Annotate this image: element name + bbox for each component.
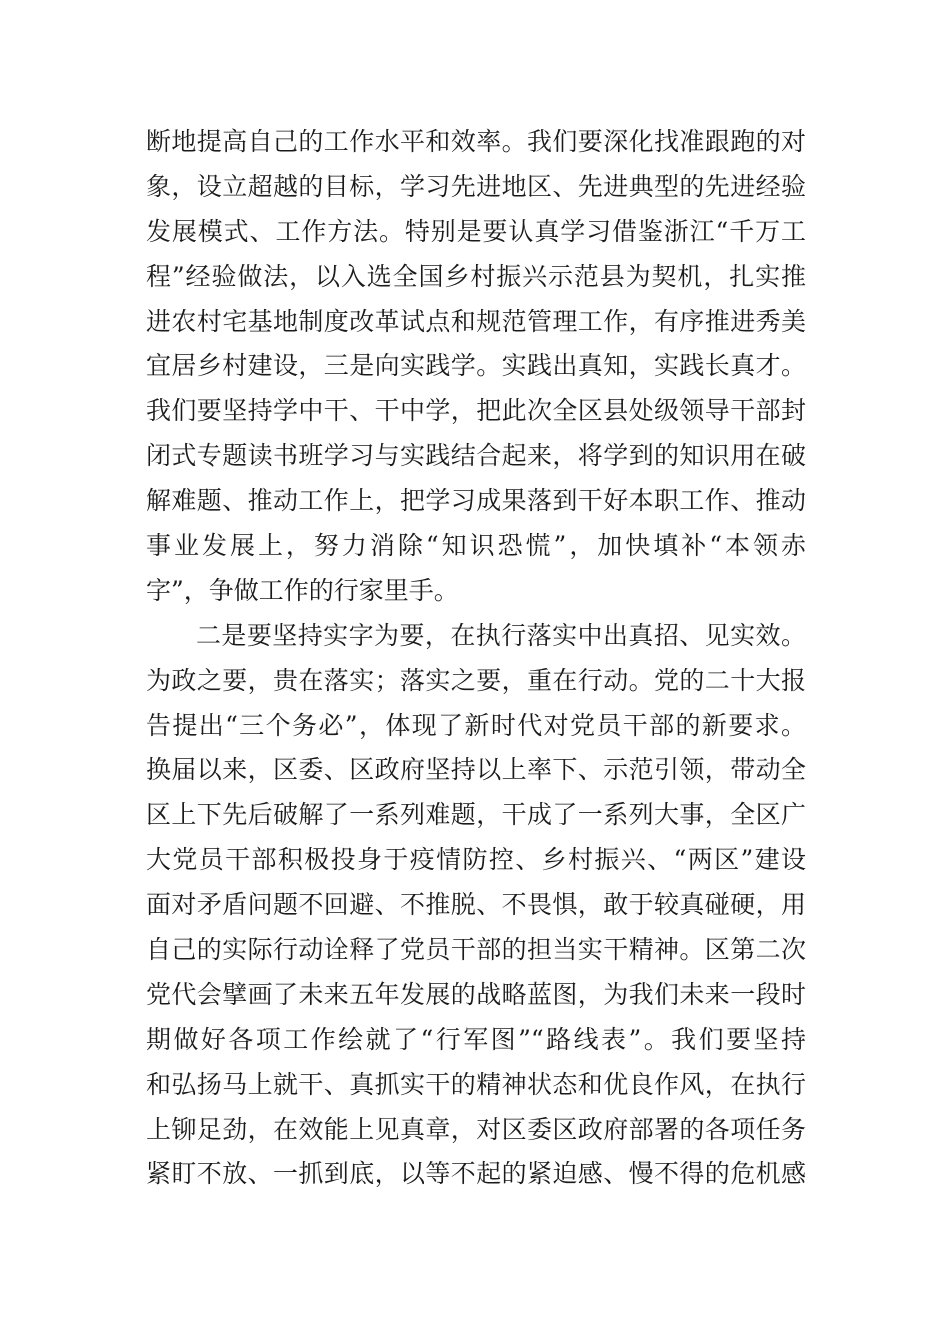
text-line: 告提出“三个务必”，体现了新时代对党员干部的新要求。 [146,710,806,740]
text-line: 事业发展上，努力消除“知识恐慌”，加快填补“本领赤 [146,531,806,561]
text-line: 自己的实际行动诠释了党员干部的担当实干精神。区第二次 [146,935,806,965]
text-line: 象，设立超越的目标，学习先进地区、先进典型的先进经验 [146,171,806,201]
text-line: 为政之要，贵在落实；落实之要，重在行动。党的二十大报 [146,665,806,695]
text-line: 宜居乡村建设，三是向实践学。实践出真知，实践长真才。 [146,351,806,381]
text-line: 紧盯不放、一抓到底，以等不起的紧迫感、慢不得的危机感 [146,1159,806,1189]
text-line: 期做好各项工作绘就了“行军图”“路线表”。我们要坚持 [146,1024,806,1054]
text-line: 发展模式、工作方法。特别是要认真学习借鉴浙江“千万工 [146,216,806,246]
text-line: 区上下先后破解了一系列难题，干成了一系列大事，全区广 [146,800,806,830]
paragraph-heading-line: 二是要坚持实字为要，在执行落实中出真招、见实效。 [196,620,806,650]
text-line: 大党员干部积极投身于疫情防控、乡村振兴、“两区”建设 [146,845,806,875]
text-line: 我们要坚持学中干、干中学，把此次全区县处级领导干部封 [146,396,806,426]
text-line: 和弘扬马上就干、真抓实干的精神状态和优良作风，在执行 [146,1069,806,1099]
text-line: 换届以来，区委、区政府坚持以上率下、示范引领，带动全 [146,755,806,785]
body-text [146,120,806,1197]
text-line-paragraph-end: 字”，争做工作的行家里手。 [146,575,459,605]
text-line: 进农村宅基地制度改革试点和规范管理工作，有序推进秀美 [146,306,806,336]
text-line: 闭式专题读书班学习与实践结合起来，将学到的知识用在破 [146,441,806,471]
text-line: 程”经验做法，以入选全国乡村振兴示范县为契机，扎实推 [146,261,806,291]
text-line: 党代会擘画了未来五年发展的战略蓝图，为我们未来一段时 [146,979,806,1009]
text-line: 解难题、推动工作上，把学习成果落到干好本职工作、推动 [146,486,806,516]
text-line: 断地提高自己的工作水平和效率。我们要深化找准跟跑的对 [146,127,806,156]
text-line: 面对矛盾问题不回避、不推脱、不畏惧，敢于较真碰硬，用 [146,890,806,920]
text-line: 上铆足劲，在效能上见真章，对区委区政府部署的各项任务 [146,1114,806,1144]
